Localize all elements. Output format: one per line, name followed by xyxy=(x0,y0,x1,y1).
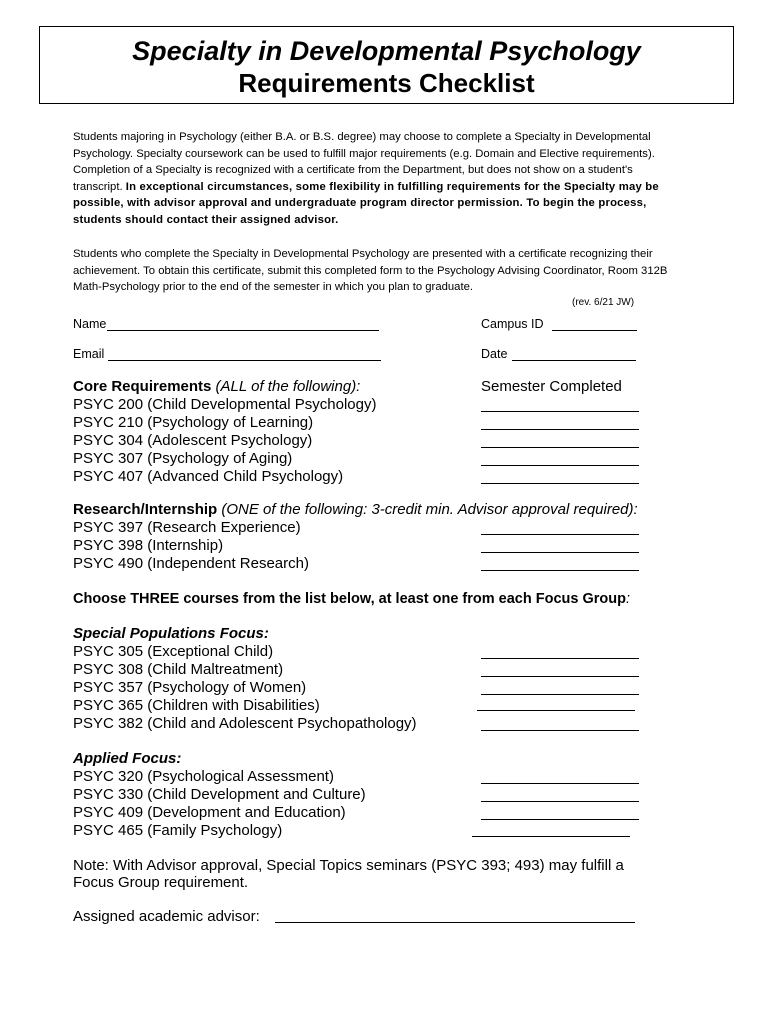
note-line-2: Focus Group requirement. xyxy=(73,874,249,891)
intro-bold-text: In exceptional circumstances, some flexibility in fulfilling requirements for the Specialty may be possible, with advisor approval and undergraduate program director permission. To begin the process, students should contact their assigned advisor. xyxy=(73,180,659,226)
course-item: PSYC 320 (Psychological Assessment) xyxy=(73,768,334,785)
semester-field[interactable] xyxy=(477,710,635,711)
page-title: Specialty in Developmental Psychology xyxy=(132,36,641,66)
campus-id-field[interactable] xyxy=(552,330,637,331)
revision-note: (rev. 6/21 JW) xyxy=(572,297,635,308)
course-item: PSYC 304 (Adolescent Psychology) xyxy=(73,432,313,449)
special-populations-heading: Special Populations Focus: xyxy=(73,625,269,642)
course-item: PSYC 382 (Child and Adolescent Psychopathology) xyxy=(73,715,417,732)
note-line-1: Note: With Advisor approval, Special Topics seminars (PSYC 393; 493) may fulfill a xyxy=(73,857,624,874)
semester-field[interactable] xyxy=(481,552,639,553)
semester-field[interactable] xyxy=(481,801,639,802)
semester-field[interactable] xyxy=(481,819,639,820)
campus-id-label: Campus ID xyxy=(481,317,544,331)
semester-field[interactable] xyxy=(481,411,639,412)
core-heading-label: Core Requirements xyxy=(73,378,212,395)
course-item: PSYC 307 (Psychology of Aging) xyxy=(73,450,293,467)
semester-field[interactable] xyxy=(481,429,639,430)
name-field[interactable] xyxy=(107,330,379,331)
course-item: PSYC 490 (Independent Research) xyxy=(73,555,309,572)
date-label: Date xyxy=(481,347,508,361)
choose-colon: : xyxy=(625,591,631,607)
date-field[interactable] xyxy=(512,360,636,361)
semester-completed-heading: Semester Completed xyxy=(481,378,622,395)
research-qualifier: (ONE of the following: 3-credit min. Advisor approval required): xyxy=(221,501,638,518)
semester-field[interactable] xyxy=(472,836,630,837)
intro-paragraph-2: Students who complete the Specialty in Developmental Psychology are presented with a certificate recognizing their achievement. To obtain this certificate, submit this completed form to the Psychology Advising Coordinator, Room 312B Math-Psychology prior to the end of the semester in which you plan to graduate. xyxy=(73,248,668,293)
semester-field[interactable] xyxy=(481,783,639,784)
semester-field[interactable] xyxy=(481,694,639,695)
applied-focus-heading: Applied Focus: xyxy=(73,750,182,767)
page-subtitle: Requirements Checklist xyxy=(238,68,535,98)
semester-field[interactable] xyxy=(481,570,639,571)
course-item: PSYC 397 (Research Experience) xyxy=(73,519,301,536)
email-field[interactable] xyxy=(108,360,381,361)
intro-text: Students majoring in Psychology (either B.A. or B.S. degree) may choose to complete a Specialty in Developmental Psychology. Specialty coursework can be used to fulfill major requirements (e.g. Domain and Elective requirements). Completion of a Specialty is recognized with a certificate from the Department, but does not show on a student's transcript. xyxy=(73,131,655,193)
semester-field[interactable] xyxy=(481,658,639,659)
course-item: PSYC 365 (Children with Disabilities) xyxy=(73,697,320,714)
semester-field[interactable] xyxy=(481,447,639,448)
advisor-label: Assigned academic advisor: xyxy=(73,908,260,925)
course-item: PSYC 200 (Child Developmental Psychology) xyxy=(73,396,377,413)
course-item: PSYC 330 (Child Development and Culture) xyxy=(73,786,366,803)
name-label: Name xyxy=(73,317,107,331)
choose-instruction xyxy=(73,590,630,608)
title-box xyxy=(39,26,734,104)
core-qualifier: (ALL of the following): xyxy=(215,378,361,395)
course-item: PSYC 357 (Psychology of Women) xyxy=(73,679,307,696)
advisor-field[interactable] xyxy=(275,922,635,923)
core-heading xyxy=(73,378,360,396)
email-label: Email xyxy=(73,347,105,361)
semester-field[interactable] xyxy=(481,483,639,484)
research-heading xyxy=(73,501,638,519)
course-item: PSYC 409 (Development and Education) xyxy=(73,804,346,821)
semester-field[interactable] xyxy=(481,730,639,731)
course-item: PSYC 465 (Family Psychology) xyxy=(73,822,283,839)
intro-paragraph-1 xyxy=(73,129,673,228)
choose-text: Choose THREE courses from the list below, at least one from each Focus Group xyxy=(73,591,626,607)
course-item: PSYC 305 (Exceptional Child) xyxy=(73,643,274,660)
course-item: PSYC 398 (Internship) xyxy=(73,537,224,554)
semester-field[interactable] xyxy=(481,534,639,535)
research-heading-label: Research/Internship xyxy=(73,501,218,518)
course-item: PSYC 407 (Advanced Child Psychology) xyxy=(73,468,344,485)
semester-field[interactable] xyxy=(481,676,639,677)
semester-field[interactable] xyxy=(481,465,639,466)
course-item: PSYC 210 (Psychology of Learning) xyxy=(73,414,314,431)
course-item: PSYC 308 (Child Maltreatment) xyxy=(73,661,284,678)
